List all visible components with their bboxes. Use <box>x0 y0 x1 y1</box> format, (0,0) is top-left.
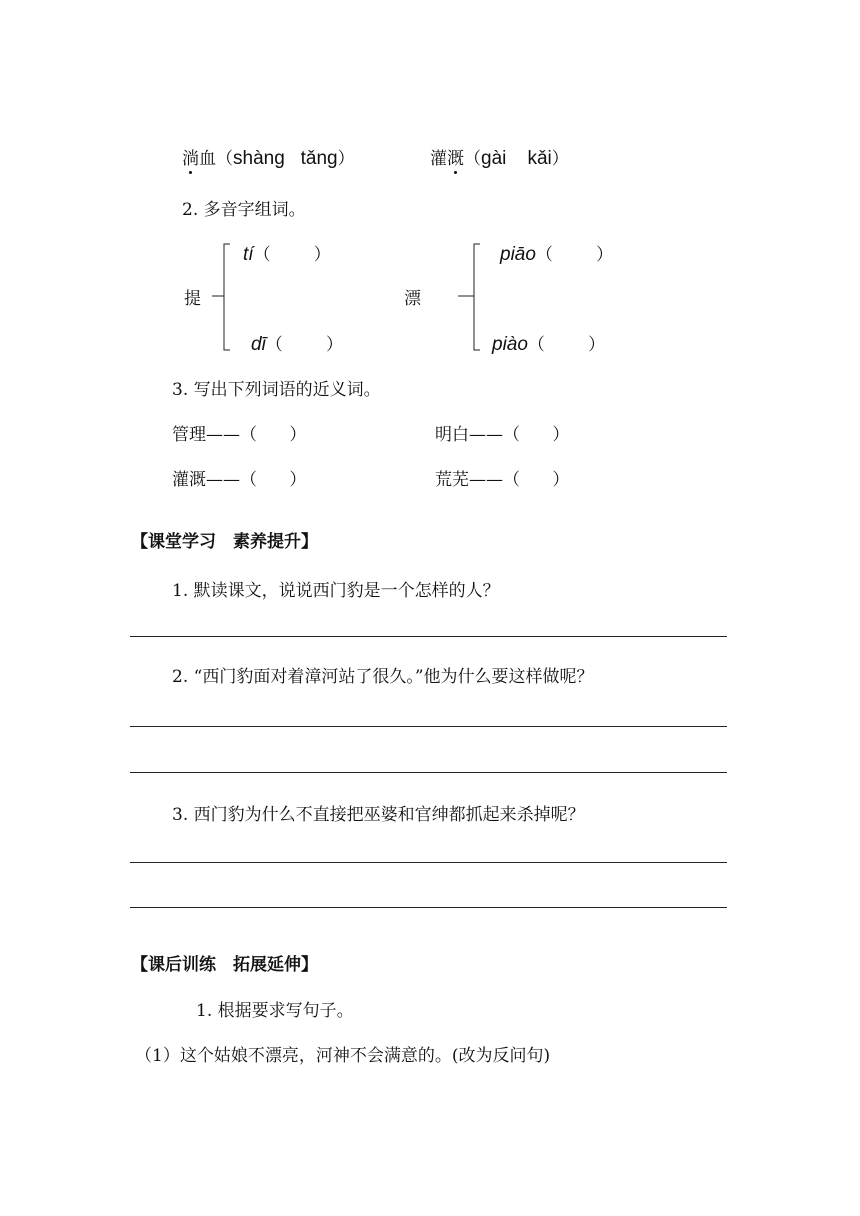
answer-line[interactable] <box>130 862 727 863</box>
answer-line[interactable] <box>130 907 727 908</box>
answer-line[interactable] <box>130 726 727 727</box>
pinyin-reading: tí <box>243 244 254 265</box>
answer-line[interactable] <box>130 636 727 637</box>
synonym-item[interactable]: 管理——（ ） <box>172 425 307 445</box>
paren-open: （ <box>216 149 233 169</box>
section1-question-3: 3. 西门豹为什么不直接把巫婆和官绅都抓起来杀掉呢？ <box>172 805 585 825</box>
question-2-title: 2. 多音字组词。 <box>182 200 306 220</box>
brace-1 <box>204 242 234 354</box>
pronunciation-item-2 <box>430 144 569 170</box>
pinyin-options: shàng tǎng <box>233 148 338 169</box>
section1-question-2: 2. “西门豹面对着漳河站了很久。”他为什么要这样做呢？ <box>172 667 594 687</box>
section-heading-classroom: 【课堂学习 素养提升】 <box>131 532 318 552</box>
pinyin-reading: dī <box>251 334 266 355</box>
paren-open: （ <box>464 149 481 169</box>
reading-2-2 <box>492 330 605 356</box>
blank-paren[interactable]: （ ） <box>535 245 614 265</box>
question-3-title: 3. 写出下列词语的近义词。 <box>172 380 381 400</box>
answer-line[interactable] <box>130 772 727 773</box>
blank-paren[interactable]: （ ） <box>253 245 331 265</box>
pronunciation-item-1 <box>182 144 355 170</box>
blank-paren[interactable]: （ ） <box>265 335 344 355</box>
marked-char: 淌 <box>182 149 199 169</box>
paren-close: ） <box>337 149 355 169</box>
reading-1-2 <box>251 330 343 356</box>
polyphone-char-2: 漂 <box>404 289 421 309</box>
pinyin-reading: piāo <box>500 244 536 265</box>
marked-char: 溉 <box>447 149 464 169</box>
synonym-item[interactable]: 灌溉——（ ） <box>172 470 307 490</box>
pinyin-options: gài kǎi <box>481 148 552 169</box>
section2-question-1: 1. 根据要求写句子。 <box>196 1001 354 1021</box>
blank-paren[interactable]: （ ） <box>527 335 606 355</box>
pinyin-reading: piào <box>492 334 528 355</box>
section1-question-1: 1. 默读课文，说说西门豹是一个怎样的人？ <box>172 581 500 601</box>
section2-subquestion-1: （1）这个姑娘不漂亮，河神不会满意的。(改为反问句) <box>135 1046 551 1066</box>
reading-2-1 <box>500 240 613 266</box>
polyphone-char-1: 提 <box>184 289 201 309</box>
word-char: 灌 <box>430 149 447 169</box>
reading-1-1 <box>243 240 331 266</box>
synonym-item[interactable]: 明白——（ ） <box>435 425 570 445</box>
word-char: 血 <box>199 149 216 169</box>
synonym-item[interactable]: 荒芜——（ ） <box>435 470 570 490</box>
brace-2 <box>454 242 484 354</box>
paren-close: ） <box>551 149 569 169</box>
section-heading-after-class: 【课后训练 拓展延伸】 <box>131 955 318 975</box>
